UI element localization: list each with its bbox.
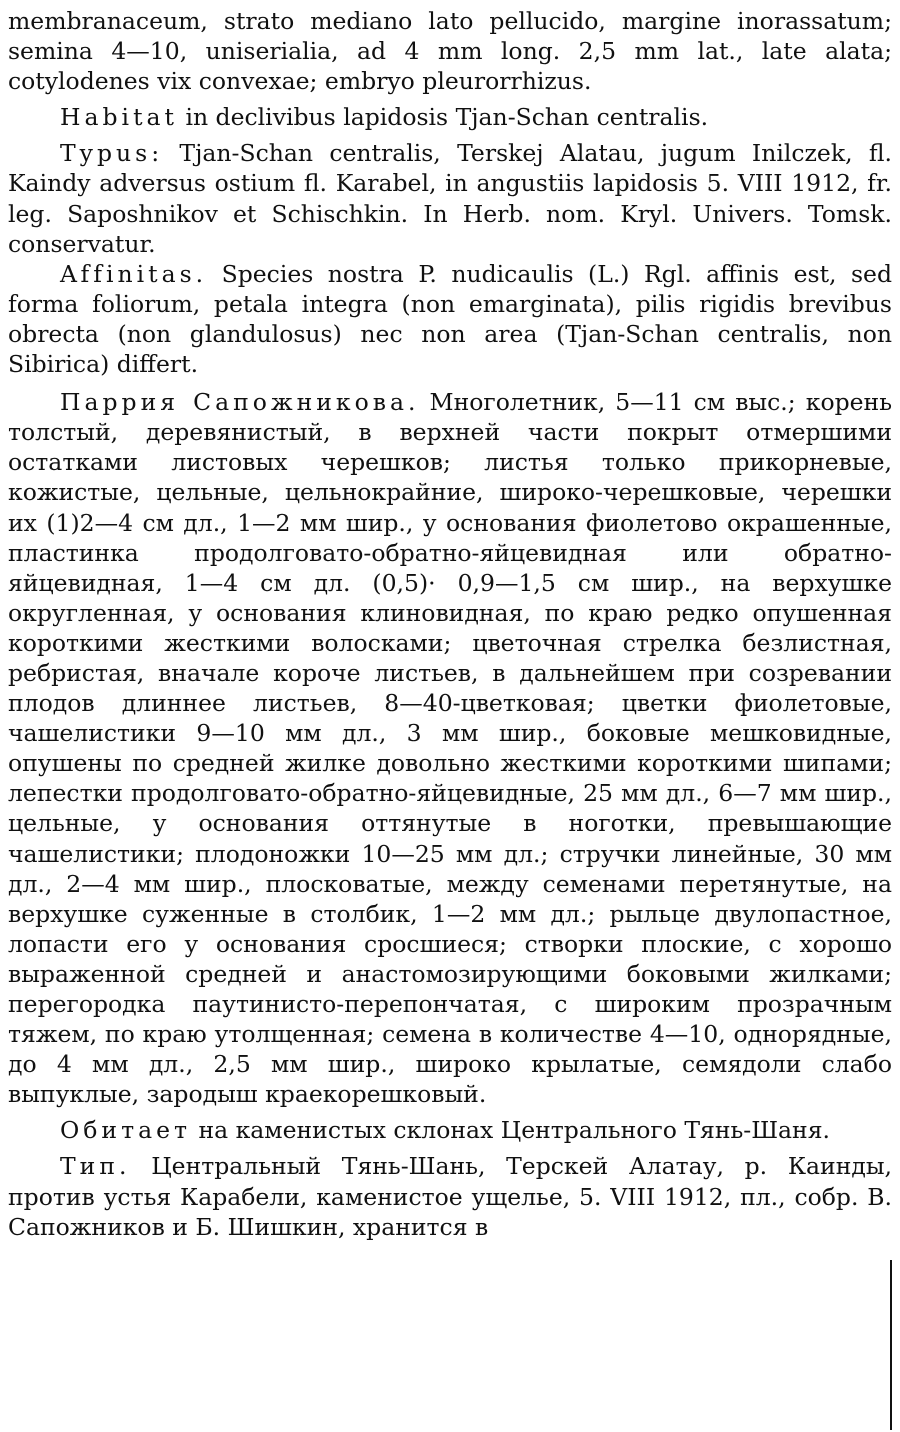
russian-habitat-label: Обитает [60,1116,191,1145]
species-title: Паррия Сапожникова. [60,388,420,417]
typus-text: Tjan-Schan centralis, Terskej Alatau, jugum Inilczek, fl. Kaindy adversus ostium fl. Karabel, in angustiis lapidosis 5. VIII 1912, fr. leg. Saposhnikov et Schischkin. In Herb. nom. Kryl. Univers. Tomsk. conservatur. [8,139,892,258]
document-page [8,6,892,1242]
typus-label: Typus: [60,139,164,168]
russian-type-paragraph [8,1151,892,1241]
habitat-label: Habitat [60,103,178,132]
latin-affinitas-paragraph [8,259,892,379]
affinitas-label: Affinitas. [60,259,208,288]
type-label: Тип. [60,1152,131,1181]
russian-habitat-text: на каменистых склонах Центрального Тянь-Шаня. [191,1116,830,1145]
latin-habitat-paragraph [8,102,892,132]
russian-description-paragraph [8,387,892,1109]
page-edge-rule [890,1260,892,1430]
species-description: Многолетник, 5—11 см выс.; корень толстый, деревянистый, в верхней части покрыт отмершими остатками листовых черешков; листья только прикорневые, кожистые, цельные, цельнокрайние, широко-черешковые, черешки их (1)2—4 см дл., 1—2 мм шир., у основания фиолетово окрашенные, пластинка продолговато-обратно-яйцевидная или обратно-яйцевидная, 1—4 см дл. (0,5)· 0,9—1,5 см шир., на верхушке округленная, у основания клиновидная, по краю редко опушенная короткими жесткими волосками; цветочная стрелка безлистная, ребристая, вначале короче листьев, в дальнейшем при созревании плодов длиннее листьев, 8—40-цветковая; цветки фиолетовые, чашелистики 9—10 мм дл., 3 мм шир., боковые мешковидные, опушены по средней жилке довольно жесткими короткими шипами; лепестки продолговато-обратно-яйцевидные, 25 мм дл., 6—7 мм шир., цельные, у основания оттянутые в ноготки, превышающие чашелистики; плодоножки 10—25 мм дл.; стручки линейные, 30 мм дл., 2—4 мм шир., плосковатые, между семенами перетянутые, на верхушке суженные в столбик, 1—2 мм дл.; рыльце двулопастное, лопасти его у основания сросшиеся; створки плоские, с хорошо выраженной средней и анастомозирующими боковыми жилками; перегородка паутинисто-перепончатая, с широким прозрачным тяжем, по краю утолщенная; семена в количестве 4—10, однорядные, до 4 мм дл., 2,5 мм шир., широко крылатые, семядоли слабо выпуклые, зародыш краекорешковый. [8,388,892,1109]
latin-description-tail: membranaceum, strato mediano lato pellucido, margine inorassatum; semina 4—10, uniserialia, ad 4 mm long. 2,5 mm lat., late alata; cotylodenes vix convexae; embryo pleurorrhizus. [8,7,892,96]
russian-habitat-paragraph [8,1115,892,1145]
latin-typus-paragraph [8,138,892,258]
type-text: Центральный Тянь-Шань, Терскей Алатау, р. Каинды, против устья Карабели, каменистое ущелье, 5. VIII 1912, пл., собр. В. Сапожников и Б. Шишкин, хранится в [8,1152,892,1241]
habitat-text: in declivibus lapidosis Tjan-Schan centralis. [177,103,709,132]
affinitas-text: Species nostra P. nudicaulis (L.) Rgl. affinis est, sed forma foliorum, petala integra (non emarginata), pilis rigidis brevibus obrecta (non glandulosus) nec non area (Tjan-Schan centralis, non Sibirica) differt. [8,259,892,379]
